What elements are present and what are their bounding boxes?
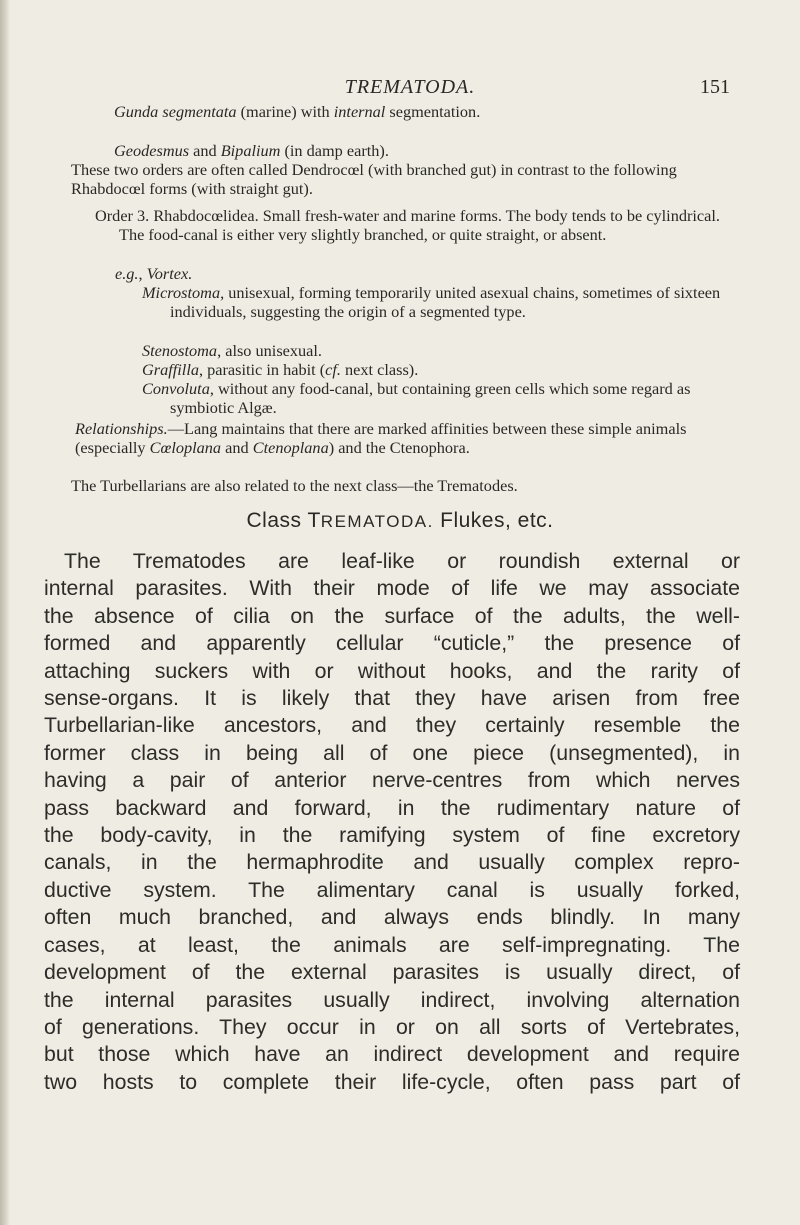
taxon-bipalium: Bipalium <box>220 141 281 160</box>
body-line: two hosts to complete their life-cycle, often pass part of <box>44 1069 740 1094</box>
taxon-ctenoplana: Ctenoplana <box>252 438 329 458</box>
body-line: development of the external parasites is usually direct, of <box>44 960 740 985</box>
entry-text: (marine) with <box>236 102 334 121</box>
body-line: pass backward and forward, in the rudimentary nature of <box>44 795 740 820</box>
entry-text: , <box>138 264 147 283</box>
body-line: cases, at least, the animals are self-impregnating. The <box>44 932 740 957</box>
body-line: formed and apparently cellular “cuticle,” the presence of <box>44 631 740 656</box>
entry-microstoma <box>142 283 732 321</box>
body-line: of generations. They occur in or on all sorts of Vertebrates, <box>44 1014 740 1039</box>
body-line: Turbellarian-like ancestors, and they certainly resemble the <box>44 713 740 738</box>
entry-text: , also unisexual. <box>217 341 322 360</box>
entry-graffilla <box>142 360 732 379</box>
taxon-vortex: Vortex. <box>146 264 193 283</box>
paragraph-order-3: Order 3. Rhabdocœlidea. Small fresh-water and marine forms. The body tends to be cylindrical. The food-canal is either very slightly branched, or quite straight, or absent. <box>95 206 720 245</box>
class-name-rest: REMATODA. <box>320 512 434 531</box>
relationships-label: Relationships. <box>75 419 168 438</box>
paragraph-dendrocoel: These two orders are often called Dendrocœl (with branched gut) in contrast to the following Rhabdocœl forms (with straight gut). <box>71 160 677 199</box>
taxon-graffilla: Graffilla <box>142 360 199 379</box>
entry-stenostoma <box>142 341 732 360</box>
paragraph-text: ) and the Ctenophora. <box>328 438 470 458</box>
body-line: the absence of cilia on the surface of the adults, the well- <box>44 603 740 628</box>
class-name-initial: T <box>307 509 321 532</box>
entry-text: segmentation. <box>385 102 481 121</box>
paragraph-relationships <box>47 419 747 457</box>
taxon-geodesmus: Geodesmus <box>114 141 190 160</box>
class-subtitle: Flukes, etc. <box>433 509 554 532</box>
entry-text: (in damp earth). <box>280 141 389 160</box>
body-line: often much branched, and always ends blindly. In many <box>44 905 740 930</box>
body-line: sense-organs. It is likely that they have arisen from free <box>44 686 740 711</box>
body-text <box>44 548 740 1096</box>
taxon-microstoma: Microstoma <box>142 283 221 302</box>
paragraph-text: and <box>221 438 253 458</box>
body-line: the body-cavity, in the ramifying system of fine excretory <box>44 823 740 848</box>
body-line: The Trematodes are leaf-like or roundish external or <box>64 549 740 573</box>
entry-vortex <box>115 264 715 283</box>
emphasis-internal: internal <box>333 102 386 121</box>
entry-text: , unisexual, forming temporarily united asexual chains, sometimes of sixteen individuals, suggesting the origin of a segmented type. <box>170 283 721 322</box>
eg-label: e.g. <box>115 264 139 283</box>
entry-text: , without any food-canal, but containing green cells which some regard as symbiotic Algæ. <box>170 379 691 418</box>
entry-gunda <box>114 102 714 121</box>
class-heading <box>0 508 800 533</box>
taxon-gunda: Gunda segmentata <box>114 102 237 121</box>
running-title: TREMATODA. <box>344 76 476 98</box>
entry-text: , parasitic in habit ( <box>199 360 326 379</box>
body-line: but those which have an indirect development and require <box>44 1042 740 1067</box>
entry-text: and <box>189 141 221 160</box>
entry-geodesmus <box>114 141 714 160</box>
entry-convoluta <box>142 379 732 417</box>
paragraph-text: —Lang maintains that there are marked affinities between these simple animals (especially <box>75 419 687 458</box>
body-line: internal parasites. With their mode of life we may associate <box>44 576 740 601</box>
page-number: 151 <box>700 76 730 98</box>
body-line: having a pair of anterior nerve-centres from which nerves <box>44 768 740 793</box>
taxon-stenostoma: Stenostoma <box>142 341 218 360</box>
body-line: ductive system. The alimentary canal is usually forked, <box>44 877 740 902</box>
taxon-convoluta: Convoluta <box>142 379 210 398</box>
class-word: Class <box>246 509 308 532</box>
taxon-coeloplana: Cœloplana <box>149 438 222 458</box>
cf-abbrev: cf. <box>325 360 341 379</box>
body-line: canals, in the hermaphrodite and usually complex repro- <box>44 850 740 875</box>
body-line: the internal parasites usually indirect, involving alternation <box>44 987 740 1012</box>
paragraph-turbellarians: The Turbellarians are also related to the next class—the Trematodes. <box>71 476 518 495</box>
body-line: former class in being all of one piece (unsegmented), in <box>44 740 740 765</box>
entry-text: next class). <box>340 360 419 379</box>
body-line: attaching suckers with or without hooks, and the rarity of <box>44 658 740 683</box>
